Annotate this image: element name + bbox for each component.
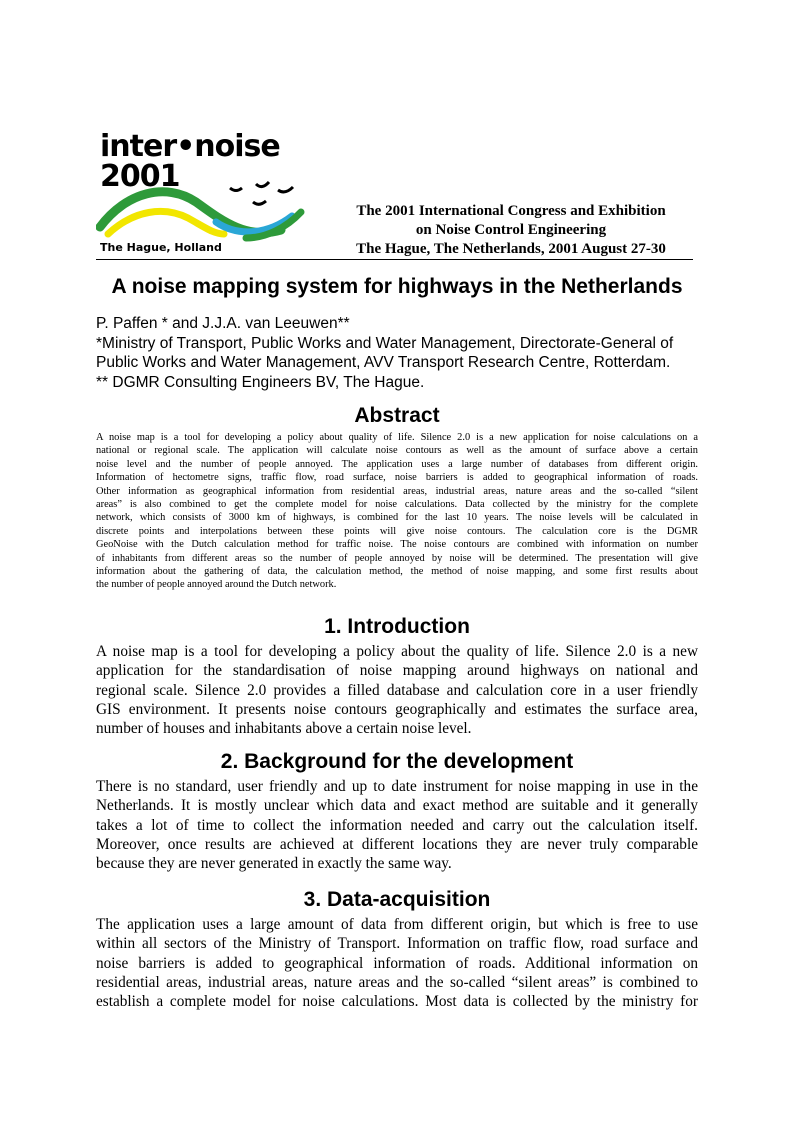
abstract-line: Information of hectometre signs, traffic flow, road surface, noise barriers is added to geographical information of roads. xyxy=(96,472,698,484)
body-line: Netherlands. It is mostly unclear which data and exact method are suitable and it generally xyxy=(96,797,698,815)
abstract-line: information about the gathering of data, the calculation method, the method of noise mapping, and some first results about xyxy=(96,566,698,578)
logo-waves-icon xyxy=(96,172,326,242)
section-heading-data-acquisition: 3. Data-acquisition xyxy=(303,888,491,911)
abstract-line: A noise map is a tool for developing a policy about quality of life. Silence 2.0 is a new application for noise calculations on a xyxy=(96,432,698,443)
abstract-line: GeoNoise with the Dutch calculation method for traffic noise. The noise contours are combined with information on number xyxy=(96,539,698,551)
section-body-background xyxy=(96,777,698,873)
author-line: P. Paffen * and J.J.A. van Leeuwen** xyxy=(96,315,350,332)
abstract-line: of inhabitants from different areas so the number of people annoyed by noise will be determined. The presentation will give xyxy=(96,552,698,564)
abstract-line: discrete points and interpolations between these points will give noise contours. The calculation core is the DGMR xyxy=(96,525,698,537)
body-line: takes a lot of time to collect the information needed and carry out the calculation itself. xyxy=(96,816,698,834)
body-line: because they are never generated in exactly the same way. xyxy=(96,855,452,873)
body-line: A noise map is a tool for developing a policy about the quality of life. Silence 2.0 is a new xyxy=(96,643,698,660)
affiliation-line: Public Works and Water Management, AVV Transport Research Centre, Rotterdam. xyxy=(96,354,671,371)
header-divider xyxy=(96,259,693,260)
body-line: regional scale. Silence 2.0 provides a filled database and calculation core in a user friendly xyxy=(96,681,698,699)
body-line: noise barriers is added to geographical information of roads. Additional information on xyxy=(96,954,698,972)
conference-logo xyxy=(96,129,326,262)
section-body-data-acquisition xyxy=(96,915,698,1011)
abstract-line: national or regional scale. The application will calculate noise contours as well as the amount of surface above a certain xyxy=(96,445,698,457)
affiliation-line: ** DGMR Consulting Engineers BV, The Hague. xyxy=(96,373,425,391)
body-line: application for the standardisation of noise mapping around highways on national and xyxy=(96,662,698,680)
logo-place: The Hague, Holland xyxy=(100,241,222,254)
body-line: Moreover, once results are achieved at different locations they are never truly comparable xyxy=(96,835,698,853)
body-line: within all sectors of the Ministry of Transport. Information on traffic flow, road surface and xyxy=(96,935,698,953)
section-heading-background: 2. Background for the development xyxy=(220,750,574,773)
abstract-line: areas” is also combined to get the complete model for noise calculations. Data collected by the ministry for the complete xyxy=(96,499,698,511)
conference-line: The Hague, The Netherlands, 2001 August 27-30 xyxy=(356,241,666,257)
abstract-heading: Abstract xyxy=(354,404,440,427)
conference-line: on Noise Control Engineering xyxy=(415,222,607,238)
body-line: The application uses a large amount of data from different origin, but which is free to use xyxy=(96,916,698,933)
abstract-line: network, which consists of 3000 km of highways, is combined for the last 10 years. The noise levels will be calculated in xyxy=(96,512,698,524)
abstract-line: Other information as geographical information from residential areas, industrial areas, nature areas and the so-called “silent xyxy=(96,485,698,497)
author-block xyxy=(96,314,706,392)
logo-title: inter•noise 2001 xyxy=(100,129,280,194)
conference-info xyxy=(330,202,692,259)
abstract-line: noise level and the number of people annoyed. The application uses a large number of databases from different origin. xyxy=(96,458,698,470)
body-line: establish a complete model for noise calculations. Most data is collected by the ministry for xyxy=(96,993,698,1011)
section-heading-introduction: 1. Introduction xyxy=(324,615,470,638)
abstract-line: the number of people annoyed around the Dutch network. xyxy=(96,579,337,591)
body-line: There is no standard, user friendly and up to date instrument for noise mapping in use in the xyxy=(96,778,698,795)
body-line: number of houses and inhabitants above a certain noise level. xyxy=(96,720,472,738)
affiliation-line: *Ministry of Transport, Public Works and Water Management, Directorate-General of xyxy=(96,334,674,352)
body-line: residential areas, industrial areas, nature areas and the so-called “silent areas” is combined to xyxy=(96,973,698,991)
section-body-introduction xyxy=(96,642,698,738)
abstract-body xyxy=(96,431,698,592)
conference-line: The 2001 International Congress and Exhibition xyxy=(356,203,666,219)
body-line: GIS environment. It presents noise contours geographically and estimates the surface area, xyxy=(96,700,698,718)
paper-title: A noise mapping system for highways in the Netherlands xyxy=(111,275,683,298)
